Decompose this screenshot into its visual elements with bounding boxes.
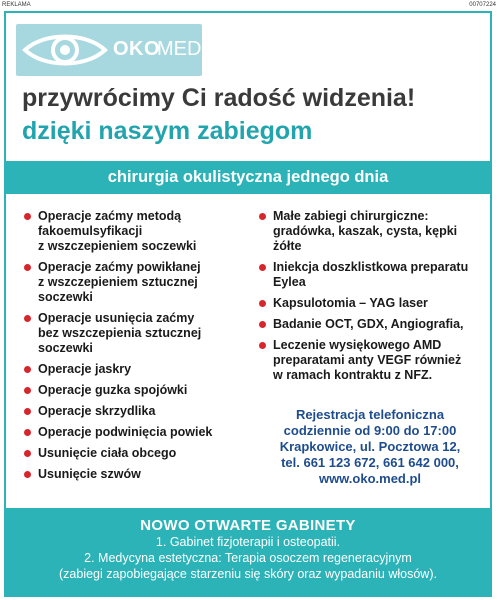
list-item: Małe zabiegi chirurgiczne: gradówka, kaszak, cysta, kępki żółte [259,209,481,254]
list-item: Leczenie wysiękowego AMD preparatami anty VEGF również w ramach kontraktu z NFZ. [259,338,481,383]
bullet-icon [24,366,31,373]
registration-address: Krapkowice, ul. Pocztowa 12, [279,439,461,454]
advert-label: REKLAMA [2,2,31,8]
new-office-item-1: 1. Gabinet fizjoterapii i osteopatii. [155,535,341,549]
list-item: Badanie OCT, GDX, Angiografia, [259,317,481,332]
new-office-item-2-note: (zabiegi zapobiegające starzeniu się skóry oraz wypadaniu włosów). [59,567,437,581]
logo-oko-text: OKO [113,38,161,60]
bullet-icon [24,315,31,322]
bullet-icon [24,264,31,271]
list-item: Operacje skrzydlika [24,404,244,419]
bullet-icon [24,213,31,220]
bullet-icon [259,213,266,220]
bullet-icon [24,429,31,436]
registration-info [262,407,478,487]
list-item: Operacje podwinięcia powiek [24,425,244,440]
new-offices-banner [6,508,490,596]
bullet-icon [24,408,31,415]
registration-title: Rejestracja telefoniczna [295,407,445,422]
bullet-icon [24,450,31,457]
headline-line-1: przywrócimy Ci radość widzenia! [22,84,416,112]
banner-text: chirurgia okulistyczna jednego dnia [107,168,389,186]
registration-phone: tel. 661 123 672, 661 642 000, [281,455,459,470]
list-item: Operacje zaćmy metodą fakoemulsyfikacji z wszczepieniem soczewki [24,209,244,254]
bullet-icon [259,264,266,271]
ad-header [0,0,500,10]
list-item: Operacje jaskry [24,362,244,377]
list-item: Operacje zaćmy powikłanej z wszczepieniem sztucznej soczewki [24,260,244,305]
website-link[interactable]: www.oko.med.pl [318,471,422,486]
eye-icon [22,30,108,70]
bullet-icon [24,387,31,394]
list-item: Usunięcie ciała obcego [24,446,244,461]
new-office-item-2: 2. Medycyna estetyczna: Terapia osoczem regeneracyjnym [84,551,412,565]
right-services-list [259,209,481,389]
list-item: Operacje usunięcia zaćmy bez wszczepienia sztucznej soczewki [24,311,244,356]
list-item: Iniekcja doszklistkowa preparatu Eylea [259,260,481,290]
left-services-list [24,209,244,488]
okomed-logo [16,24,202,76]
list-item: Usunięcie szwów [24,467,244,482]
headline-line-2: dzięki naszym zabiegom [22,117,313,145]
ad-code: 00707224 [469,2,496,8]
logo-med-text: MED [157,38,202,60]
bullet-icon [24,471,31,478]
new-offices-title: NOWO OTWARTE GABINETY [140,517,356,534]
bullet-icon [259,321,266,328]
registration-hours: codziennie od 9:00 do 17:00 [283,423,457,438]
bullet-icon [259,342,266,349]
banner [6,161,490,194]
list-item: Kapsulotomia – YAG laser [259,296,481,311]
bullet-icon [259,300,266,307]
list-item: Operacje guzka spojówki [24,383,244,398]
